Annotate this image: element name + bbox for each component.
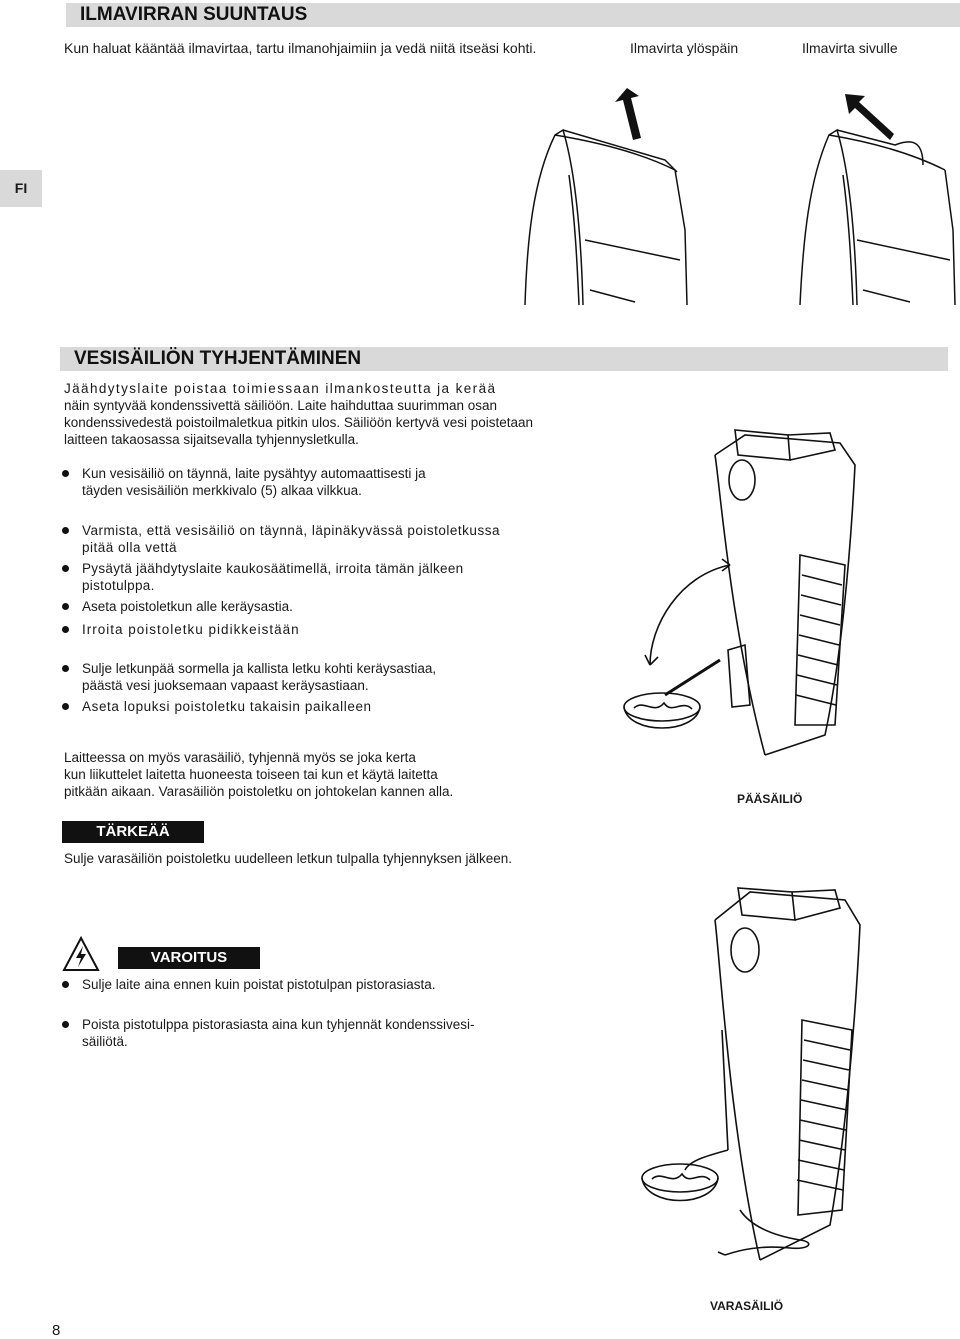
drain-bullet: Sulje letkunpää sormella ja kallista letku kohti keräysastiaa, päästä vesi juoksemaan vapaast keräysastiaan.: [62, 660, 436, 694]
airflow-intro: Kun haluat kääntää ilmavirtaa, tartu ilmanohjaimiin ja vedä niitä itseäsi kohti.: [64, 40, 537, 56]
airflow-up-label: Ilmavirta ylöspäin: [630, 40, 739, 56]
spare-tank-text: Laitteessa on myös varasäiliö, tyhjennä myös se joka kerta: [64, 750, 416, 765]
drain-intro-line: Jäähdytyslaite poistaa toimiessaan ilmankosteutta ja kerää: [64, 381, 497, 396]
page-number: 8: [52, 1322, 61, 1339]
drain-bullet: Varmista, että vesisäiliö on täynnä, läpinäkyvässä poistoletkussa pitää olla vettä: [62, 522, 500, 556]
drain-intro-line: laitteen takaosassa sijaitsevalla tyhjennysletkulla.: [64, 432, 359, 447]
airflow-side-illustration: [795, 80, 960, 308]
airflow-section-title: ILMAVIRRAN SUUNTAUS: [66, 3, 960, 27]
drain-bullet: Irroita poistoletku pidikkeistään: [62, 621, 300, 638]
airflow-up-illustration: [515, 80, 705, 308]
arrow-side-icon: [845, 94, 894, 140]
main-tank-illustration: [620, 425, 870, 765]
arrow-up-icon: [615, 88, 641, 140]
drain-bullet: Aseta poistoletkun alle keräysastia.: [62, 598, 293, 615]
drain-bullet: Aseta lopuksi poistoletku takaisin paikalleen: [62, 698, 372, 715]
airflow-side-label: Ilmavirta sivulle: [802, 40, 898, 56]
drain-intro-line: kondenssivedestä poistoilmaletkua pitkin ulos. Säiliöön kertyvä vesi poistetaan: [64, 415, 534, 430]
important-label: TÄRKEÄÄ: [62, 821, 204, 843]
warning-label: VAROITUS: [118, 947, 260, 969]
warning-bullet: Poista pistotulppa pistorasiasta aina kun tyhjennät kondenssivesi- säiliötä.: [62, 1016, 474, 1050]
important-text: Sulje varasäiliön poistoletku uudelleen letkun tulpalla tyhjennyksen jälkeen.: [64, 851, 513, 866]
language-tab: FI: [0, 170, 42, 207]
spare-tank-text: kun liikuttelet laitetta huoneesta toiseen tai kun et käytä laitetta: [64, 767, 438, 782]
electric-hazard-icon: [62, 936, 100, 972]
warning-bullet: Sulje laite aina ennen kuin poistat pistotulpan pistorasiasta.: [62, 976, 435, 993]
drain-bullet: Pysäytä jäähdytyslaite kaukosäätimellä, irroita tämän jälkeen pistotulppa.: [62, 560, 463, 594]
spare-tank-text: pitkään aikaan. Varasäiliön poistoletku on johtokelan kannen alla.: [64, 784, 454, 799]
drain-bullet: Kun vesisäiliö on täynnä, laite pysähtyy automaattisesti ja täyden vesisäiliön merkkivalo (5) alkaa vilkkua.: [62, 465, 426, 499]
drain-intro-line: näin syntyvää kondenssivettä säiliöön. Laite haihduttaa suurimman osan: [64, 398, 498, 413]
spare-tank-illustration: [630, 880, 890, 1280]
drain-section-title: VESISÄILIÖN TYHJENTÄMINEN: [60, 347, 948, 371]
main-tank-caption: PÄÄSÄILIÖ: [737, 792, 803, 806]
spare-tank-caption: VARASÄILIÖ: [710, 1299, 784, 1313]
